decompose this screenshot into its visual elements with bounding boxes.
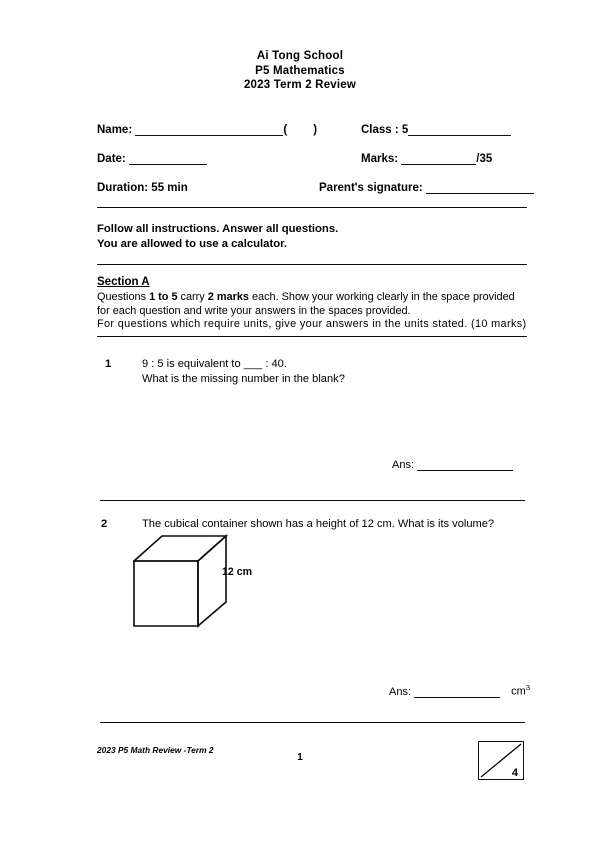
- question-1-number: 1: [105, 358, 112, 370]
- question-2-text: [142, 517, 527, 532]
- question-1-answer: [392, 459, 513, 471]
- parent-signature-label: Parent's signature:: [319, 182, 423, 194]
- footer-page-number: 1: [297, 752, 303, 763]
- marks-field-group: [361, 153, 492, 165]
- cube-height-label: 12 cm: [222, 566, 253, 578]
- instruction-line-1: Follow all instructions. Answer all questions.: [97, 223, 339, 235]
- name-field-group: [97, 124, 317, 136]
- marks-total: /35: [476, 153, 493, 165]
- question-1-answer-line[interactable]: [417, 459, 513, 471]
- note-bold-marks: 2 marks: [207, 291, 249, 303]
- section-note-line-3: For questions which require units, give your answers in the units stated. (10 marks): [97, 318, 527, 331]
- divider-between-q1-q2: [100, 500, 525, 501]
- cube-svg: [133, 533, 229, 629]
- section-note-line-2: for each question and write your answers in the spaces provided.: [97, 304, 411, 317]
- note-post: each. Show your working clearly in the space provided: [248, 291, 515, 303]
- divider-above-footer: [100, 722, 525, 723]
- student-info-block: [97, 124, 527, 211]
- divider-above-instructions: [97, 207, 527, 208]
- instruction-line-2: You are allowed to use a calculator.: [97, 237, 288, 250]
- question-1-text: [142, 357, 522, 386]
- name-input-line[interactable]: [135, 124, 283, 136]
- name-paren-open: (: [283, 124, 288, 136]
- marks-label: Marks:: [361, 153, 399, 165]
- note-pre: Questions: [97, 291, 150, 303]
- marks-tally-value: 4: [511, 767, 518, 779]
- cube-figure: [133, 533, 229, 634]
- cube-front-face: [134, 561, 198, 626]
- marks-tally-box: [478, 741, 524, 780]
- class-input-line[interactable]: [408, 124, 511, 136]
- question-2-answer: [389, 683, 530, 698]
- question-1-line-1: 9 : 5 is equivalent to ___ : 40.: [142, 358, 287, 370]
- school-name: Ai Tong School: [256, 50, 344, 62]
- name-label: Name:: [97, 124, 133, 136]
- question-2-number: 2: [101, 518, 108, 530]
- question-1-answer-label: Ans:: [392, 459, 415, 471]
- document-header: [0, 49, 600, 93]
- date-input-line[interactable]: [129, 153, 207, 165]
- note-bold-questions-range: 1 to 5: [149, 291, 178, 303]
- divider-above-section-a: [97, 264, 527, 265]
- parent-signature-input-line[interactable]: [426, 182, 534, 194]
- footer-source-label: 2023 P5 Math Review -Term 2: [97, 745, 214, 755]
- unit-base: cm: [511, 685, 526, 698]
- question-2-answer-unit: [511, 683, 530, 698]
- paper-title: 2023 Term 2 Review: [243, 79, 357, 91]
- section-a-heading: Section A: [97, 276, 150, 288]
- section-note-line-1: [97, 291, 534, 305]
- name-paren-close: ): [313, 124, 318, 136]
- divider-below-section-note: [97, 336, 527, 337]
- question-2-answer-label: Ans:: [389, 685, 412, 698]
- info-row-name: [97, 124, 527, 153]
- info-row-date: [97, 153, 527, 182]
- class-label: Class : 5: [361, 124, 409, 136]
- question-2-line-1: The cubical container shown has a height of 12 cm. What is its volume?: [142, 518, 495, 530]
- parent-signature-group: [319, 182, 534, 194]
- section-a-note: [97, 291, 534, 332]
- instructions-block: [97, 222, 527, 251]
- class-field-group: [361, 124, 511, 136]
- subject-title: P5 Mathematics: [255, 64, 345, 77]
- unit-exponent: 3: [525, 683, 530, 692]
- note-mid: carry: [177, 291, 208, 303]
- question-1-line-2: What is the missing number in the blank?: [142, 372, 345, 385]
- question-2-answer-line[interactable]: [414, 686, 500, 698]
- marks-input-line[interactable]: [401, 153, 476, 165]
- cube-right-face: [198, 536, 226, 626]
- duration-label: Duration: 55 min: [97, 182, 188, 194]
- date-field-group: [97, 153, 207, 165]
- date-label: Date:: [97, 153, 126, 165]
